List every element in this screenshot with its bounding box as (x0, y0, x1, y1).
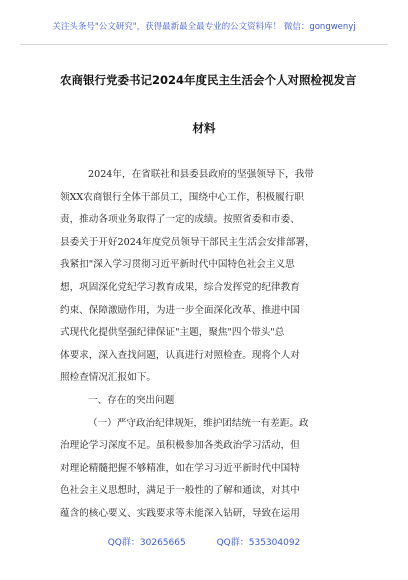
body-line: 2024年，在省联社和县委县政府的坚强领导下，我带 (88, 169, 314, 180)
body-line: 县委关于开好2024年度党员领导干部民主生活会安排部署， (60, 236, 315, 248)
body-line: 式现代化提供坚强纪律保证"主题，聚焦"四个带头"总 (60, 327, 285, 339)
footer-qq-group-2: QQ群：535304092 (216, 538, 301, 548)
subsection-heading: （一）严守政治纪律规矩，维护团结统一有差距。政 (88, 417, 309, 429)
body-line: 照检查情况汇报如下。 (60, 372, 156, 384)
document-subtitle: 材料 (192, 121, 216, 135)
body-line: 体要求，深入查找问题，认真进行对照检查。现将个人对 (60, 349, 300, 361)
body-line: 责，推动各项业务取得了一定的成绩。按照省委和市委、 (60, 214, 300, 226)
footer-qq-group-1: QQ群：30265665 (107, 538, 186, 548)
body-line: 领XX农商银行全体干部员工，围绕中心工作，积极履行职 (60, 191, 304, 203)
document-title: 农商银行党委书记2024年度民主生活会个人对照检视发言 (60, 73, 357, 87)
footer-contact (20, 534, 388, 552)
body-line: 色社会主义思想时，满足于一般性的了解和通读，对其中 (60, 485, 300, 497)
document-body (60, 164, 352, 526)
body-line: 蕴含的核心要义、实践要求等未能深入钻研，导致在运用 (60, 507, 300, 519)
body-line: 约束、保障激励作用，为进一步全面深化改革、推进中国 (60, 304, 300, 316)
body-line: 治理论学习深度不足。虽积极参加各类政治学习活动，但 (60, 440, 300, 452)
body-line: 我紧扣"深入学习贯彻习近平新时代中国特色社会主义思 (60, 259, 295, 271)
body-line: 对理论精髓把握不够精准，如在学习习近平新时代中国特 (60, 462, 300, 474)
header-banner: 关注头条号"公文研究"，获得最新最全最专业的公文资料库！ 微信：gongwenyj (20, 20, 388, 45)
body-line: 想，巩固深化党纪学习教育成果，综合发挥党的纪律教育 (60, 281, 300, 293)
section-heading: 一、存在的突出问题 (88, 394, 175, 406)
